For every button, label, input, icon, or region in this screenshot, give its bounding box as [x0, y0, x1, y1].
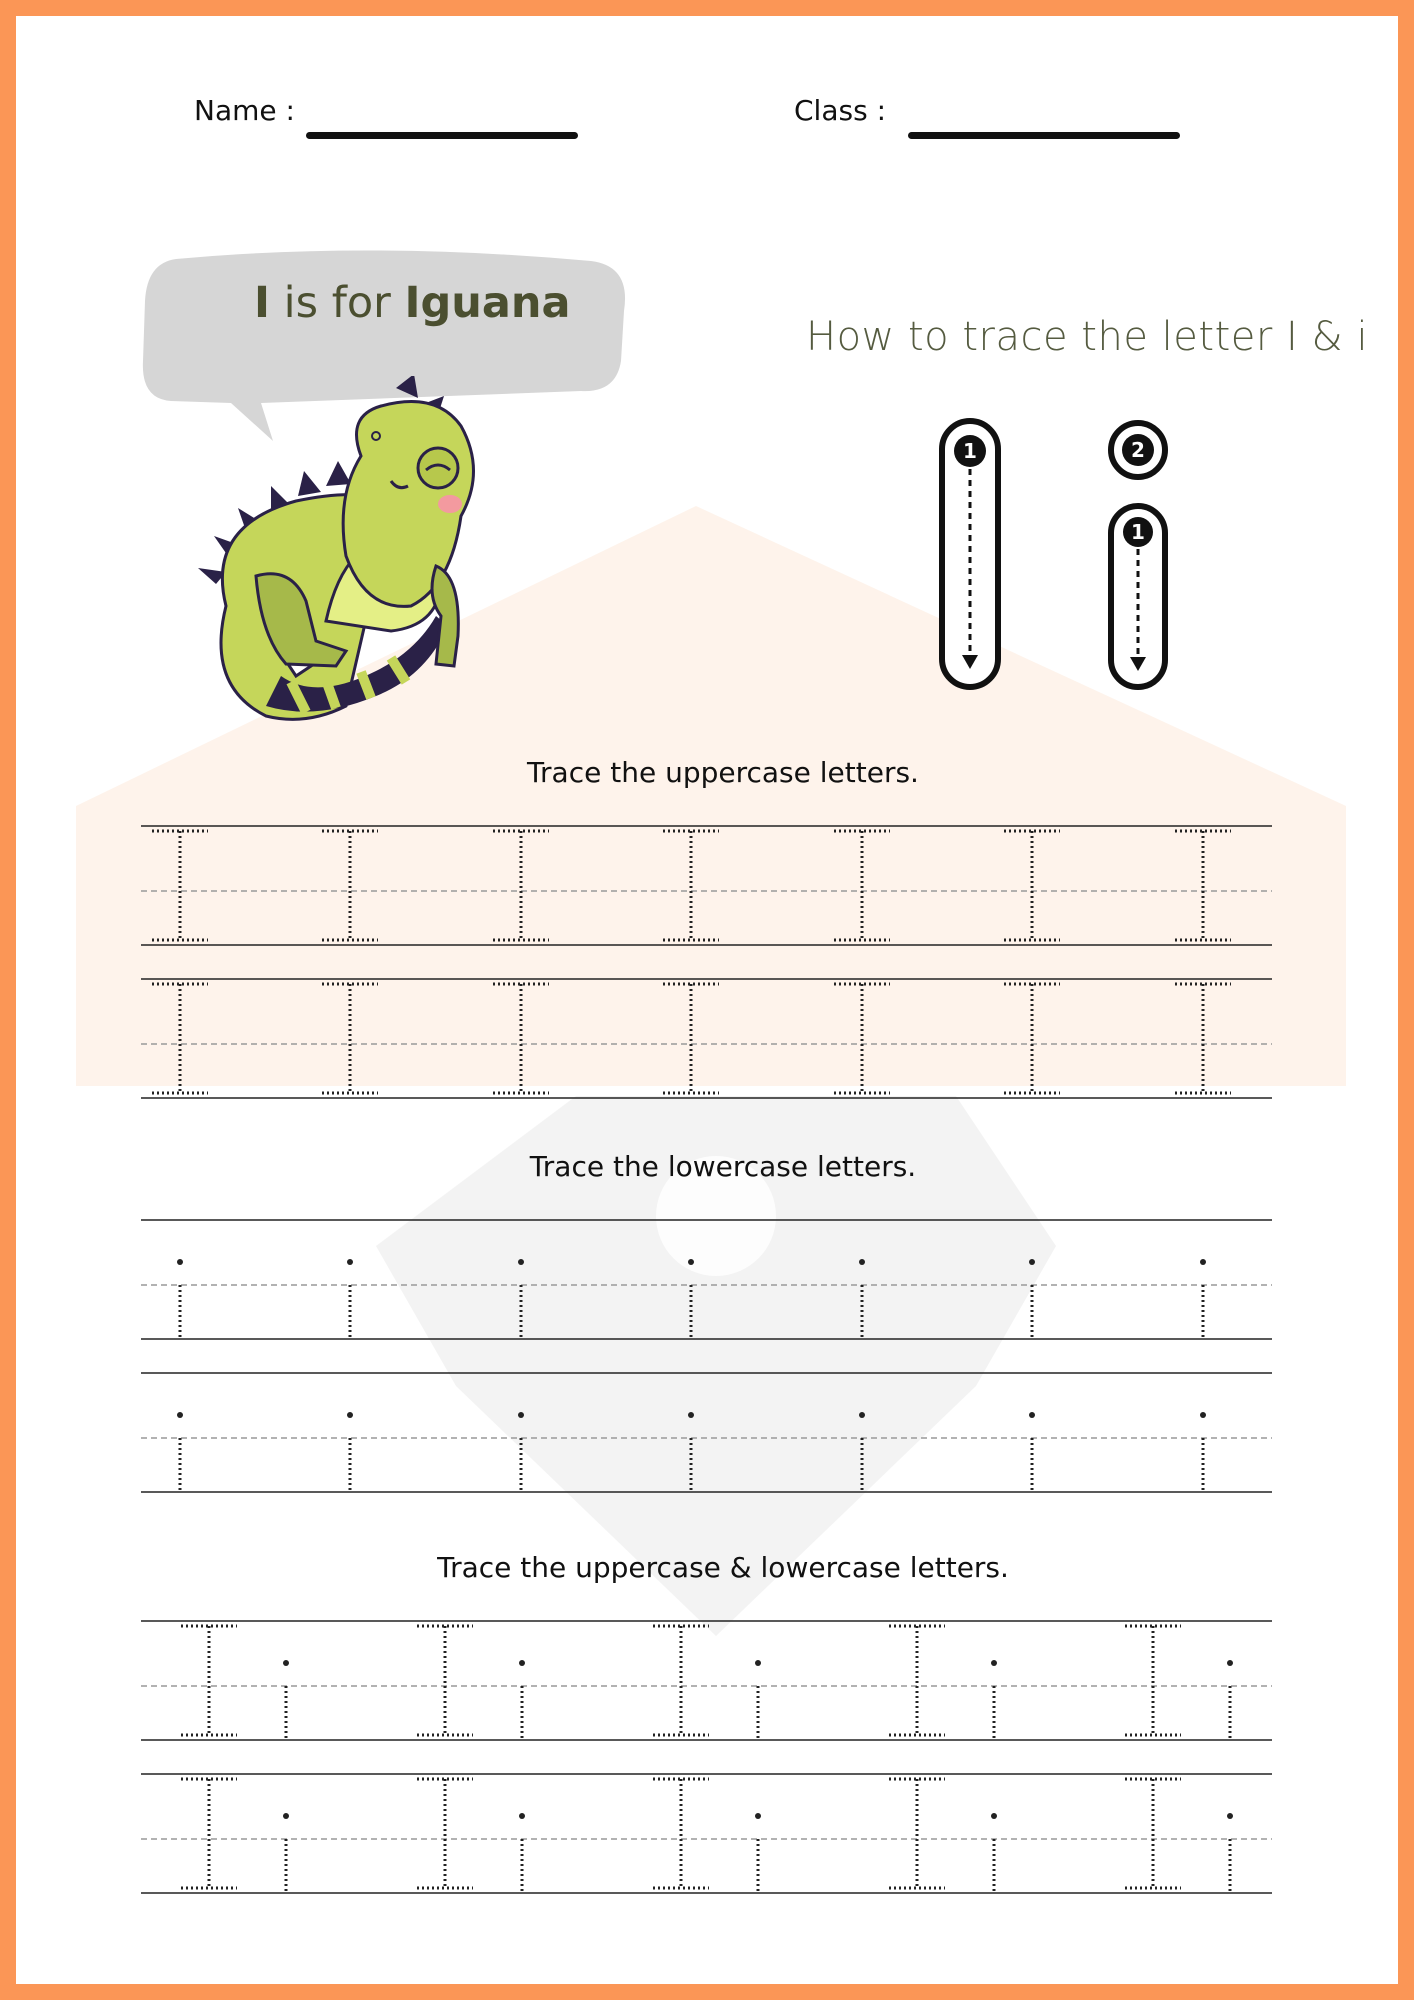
name-label: Name : — [194, 94, 295, 127]
trace-letter-uppercase-i[interactable] — [417, 1779, 473, 1888]
uppercase-step-number: 1 — [963, 439, 977, 463]
trace-letter-uppercase-i[interactable] — [834, 831, 890, 940]
trace-letter-lowercase-i[interactable] — [688, 1412, 694, 1490]
trace-letter-uppercase-i[interactable] — [493, 984, 549, 1093]
lowercase-dot-step-number: 2 — [1131, 438, 1145, 462]
bubble-middle: is for — [283, 278, 391, 328]
trace-letter-uppercase-i[interactable] — [181, 1779, 237, 1888]
trace-letter-uppercase-i[interactable] — [653, 1779, 709, 1888]
trace-letter-lowercase-i[interactable] — [519, 1660, 525, 1738]
trace-letter-lowercase-i[interactable] — [1029, 1259, 1035, 1337]
trace-letter-lowercase-i[interactable] — [177, 1412, 183, 1490]
trace-letter-lowercase-i[interactable] — [859, 1259, 865, 1337]
trace-letter-lowercase-i[interactable] — [283, 1813, 289, 1891]
trace-letter-lowercase-i[interactable] — [177, 1259, 183, 1337]
trace-letter-lowercase-i[interactable] — [991, 1813, 997, 1891]
bubble-word: Iguana — [404, 278, 571, 328]
trace-letter-uppercase-i[interactable] — [1004, 831, 1060, 940]
trace-letter-lowercase-i[interactable] — [1200, 1412, 1206, 1490]
trace-letter-uppercase-i[interactable] — [653, 1626, 709, 1735]
trace-letter-lowercase-i[interactable] — [1029, 1412, 1035, 1490]
trace-letter-lowercase-i[interactable] — [755, 1660, 761, 1738]
trace-letter-lowercase-i[interactable] — [518, 1259, 524, 1337]
lowercase-line-step-number: 1 — [1131, 520, 1145, 544]
uppercase-section-title: Trace the uppercase letters. — [527, 756, 919, 789]
trace-letter-uppercase-i[interactable] — [493, 831, 549, 940]
trace-letter-uppercase-i[interactable] — [1175, 831, 1231, 940]
mixed-section-title: Trace the uppercase & lowercase letters. — [437, 1551, 1009, 1584]
trace-letter-uppercase-i[interactable] — [1125, 1626, 1181, 1735]
howto-title: How to trace the letter I & i — [806, 314, 1369, 360]
trace-letter-uppercase-i[interactable] — [1125, 1779, 1181, 1888]
trace-letter-lowercase-i[interactable] — [347, 1259, 353, 1337]
trace-letter-lowercase-i[interactable] — [1227, 1813, 1233, 1891]
bubble-letter: I — [254, 278, 270, 328]
trace-letter-uppercase-i[interactable] — [152, 831, 208, 940]
trace-letter-lowercase-i[interactable] — [347, 1412, 353, 1490]
trace-letter-uppercase-i[interactable] — [663, 984, 719, 1093]
trace-letter-uppercase-i[interactable] — [181, 1626, 237, 1735]
trace-letter-lowercase-i[interactable] — [519, 1813, 525, 1891]
lowercase-section-title: Trace the lowercase letters. — [529, 1150, 917, 1183]
trace-letter-lowercase-i[interactable] — [755, 1813, 761, 1891]
trace-letter-uppercase-i[interactable] — [834, 984, 890, 1093]
trace-letter-uppercase-i[interactable] — [1175, 984, 1231, 1093]
trace-letter-lowercase-i[interactable] — [991, 1660, 997, 1738]
trace-letter-uppercase-i[interactable] — [889, 1779, 945, 1888]
trace-letter-lowercase-i[interactable] — [1227, 1660, 1233, 1738]
trace-letter-uppercase-i[interactable] — [322, 831, 378, 940]
trace-letter-uppercase-i[interactable] — [152, 984, 208, 1093]
trace-letter-uppercase-i[interactable] — [322, 984, 378, 1093]
trace-letter-lowercase-i[interactable] — [283, 1660, 289, 1738]
trace-letter-lowercase-i[interactable] — [688, 1259, 694, 1337]
class-label: Class : — [794, 94, 886, 127]
trace-letter-uppercase-i[interactable] — [417, 1626, 473, 1735]
trace-letter-uppercase-i[interactable] — [1004, 984, 1060, 1093]
trace-letter-lowercase-i[interactable] — [859, 1412, 865, 1490]
trace-letter-lowercase-i[interactable] — [518, 1412, 524, 1490]
trace-letter-uppercase-i[interactable] — [889, 1626, 945, 1735]
tracing-practice-area[interactable] — [16, 16, 1398, 1984]
trace-letter-uppercase-i[interactable] — [663, 831, 719, 940]
trace-letter-lowercase-i[interactable] — [1200, 1259, 1206, 1337]
